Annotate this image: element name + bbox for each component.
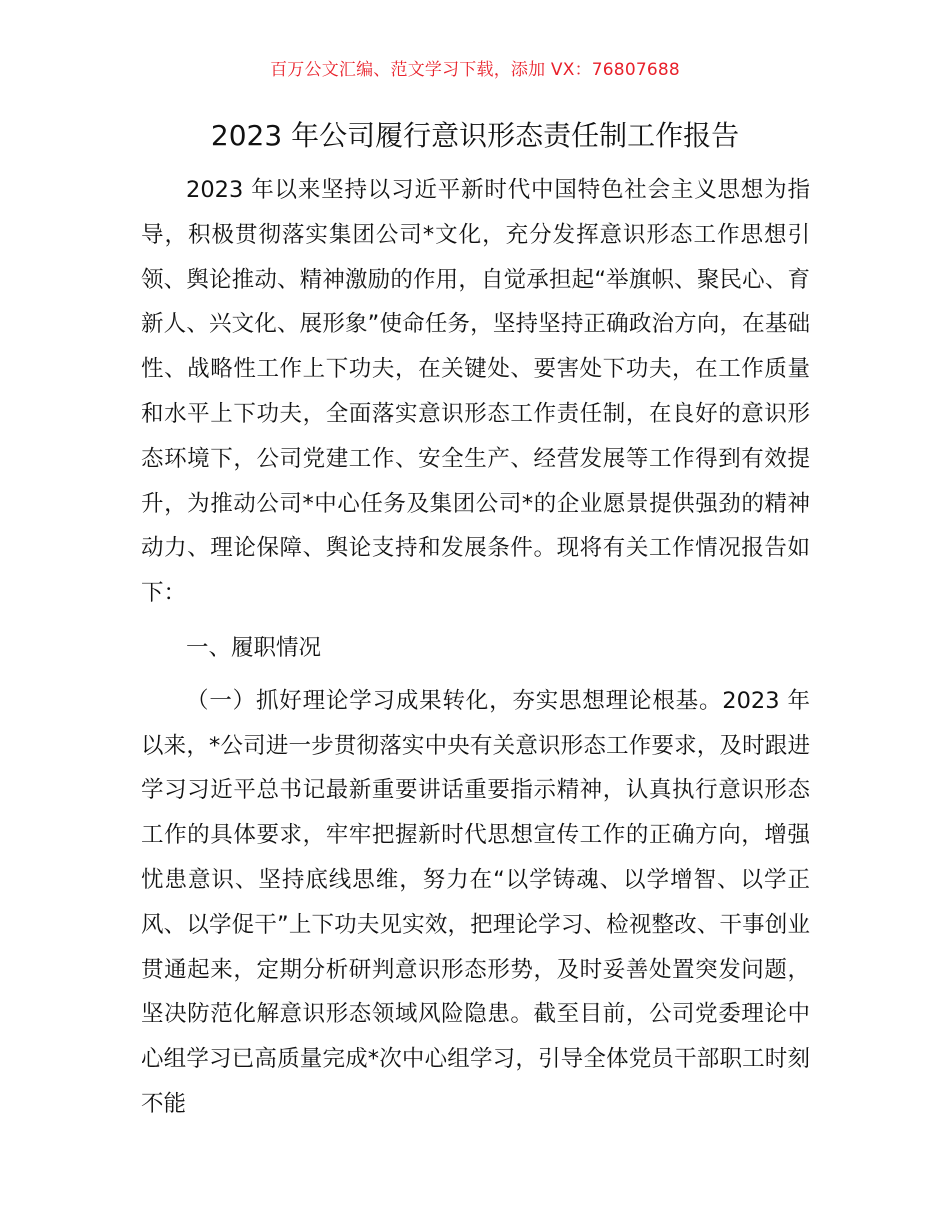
subsection-paragraph-1: （一）抓好理论学习成果转化，夯实思想理论根基。2023 年以来，*公司进一步贯彻落实中央有关意识形态工作要求，及时跟进学习习近平总书记最新重要讲话重要指示精神，认真执行意识形态工作的具体要求，牢牢把握新时代思想宣传工作的正确方向，增强忧患意识、坚持底线思维，努力在“以学铸魂、以学增智、以学正风、以学促干”上下功夫见实效，把理论学习、检视整改、干事创业贯通起来，定期分析研判意识形态形势，及时妥善处置突发问题，坚决防范化解意识形态领域风险隐患。截至目前，公司党委理论中心组学习已高质量完成*次中心组学习，引导全体党员干部职工时刻不能	[141, 687, 810, 1117]
intro-paragraph: 2023 年以来坚持以习近平新时代中国特色社会主义思想为指导，积极贯彻落实集团公司*文化，充分发挥意识形态工作思想引领、舆论推动、精神激励的作用，自觉承担起“举旗帜、聚民心、育新人、兴文化、展形象”使命任务，坚持坚持正确政治方向，在基础性、战略性工作上下功夫，在关键处、要害处下功夫，在工作质量和水平上下功夫，全面落实意识形态工作责任制，在良好的意识形态环境下，公司党建工作、安全生产、经营发展等工作得到有效提升，为推动公司*中心任务及集团公司*的企业愿景提供强劲的精神动力、理论保障、舆论支持和发展条件。现将有关工作情况报告如下：	[141, 177, 810, 607]
document-title: 2023 年公司履行意识形态责任制工作报告	[210, 119, 740, 152]
section-heading-performance: 一、履职情况	[186, 634, 322, 661]
document-body	[141, 168, 810, 1127]
header-promo-text: 百万公文汇编、范文学习下载，添加 VX：76807688	[270, 60, 680, 80]
